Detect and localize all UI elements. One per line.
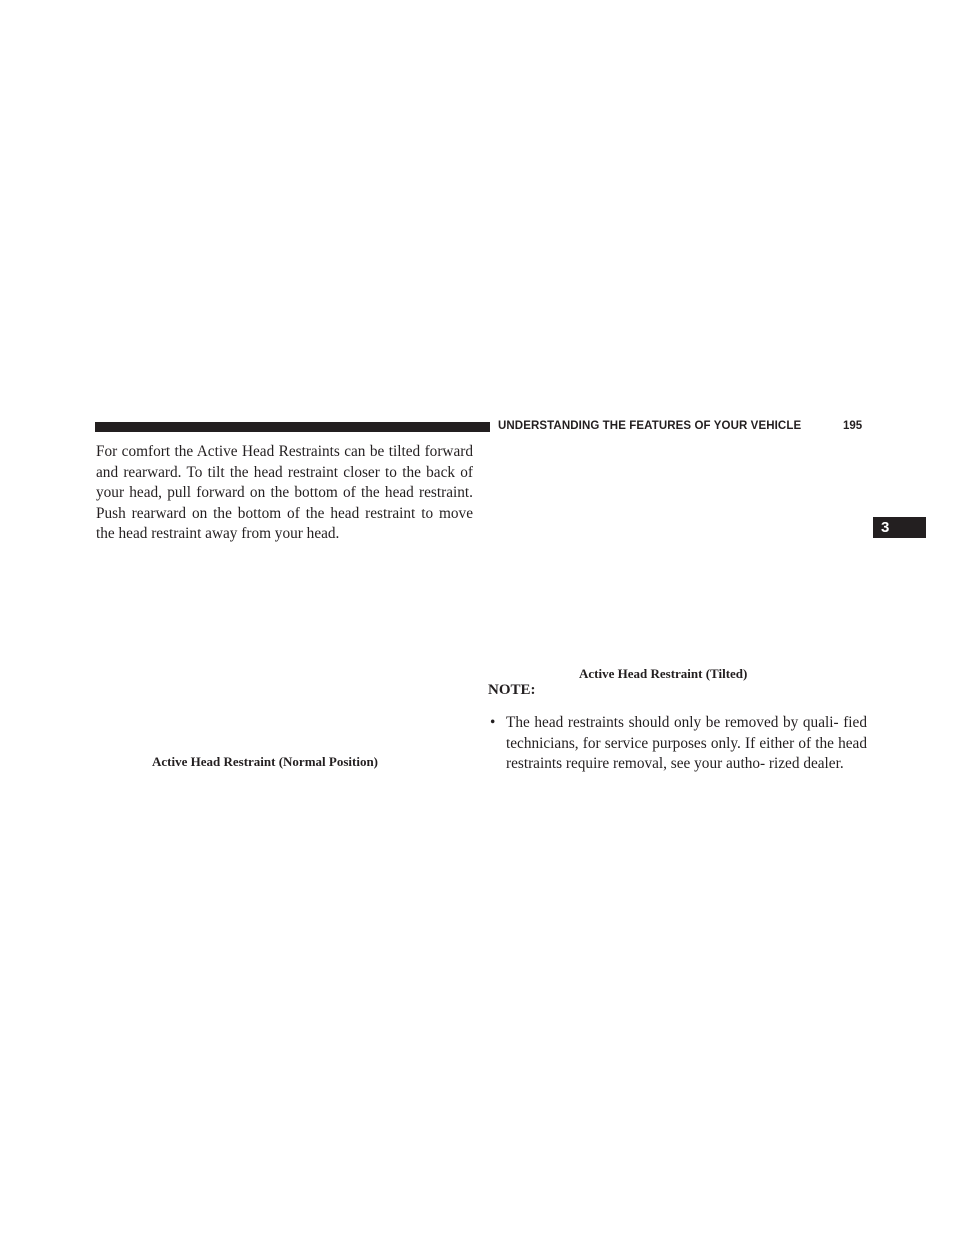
bullet-icon: • (490, 714, 496, 731)
note-list (490, 713, 867, 775)
body-paragraph: For comfort the Active Head Restraints can be tilted forward and rearward. To tilt the head restraint closer to the back of your head, pull forward on the bottom of the head restraint. Push rearward on the bottom of the head restraint to move the head restraint away from your head. (96, 443, 473, 543)
header-rule-bar (95, 422, 490, 432)
running-header-title: UNDERSTANDING THE FEATURES OF YOUR VEHICLE (498, 420, 802, 432)
figure-caption-normal-position: Active Head Restraint (Normal Position) (152, 754, 379, 769)
note-heading: NOTE: (488, 682, 536, 698)
list-item (490, 713, 867, 775)
chapter-tab: 3 (873, 517, 926, 538)
figure-caption-tilted: Active Head Restraint (Tilted) (579, 666, 748, 681)
page-number: 195 (843, 420, 863, 432)
note-item-text: The head restraints should only be removed by quali- fied technicians, for service purposes only. If either of the head restraints require removal, see your autho- rized dealer. (506, 714, 867, 773)
